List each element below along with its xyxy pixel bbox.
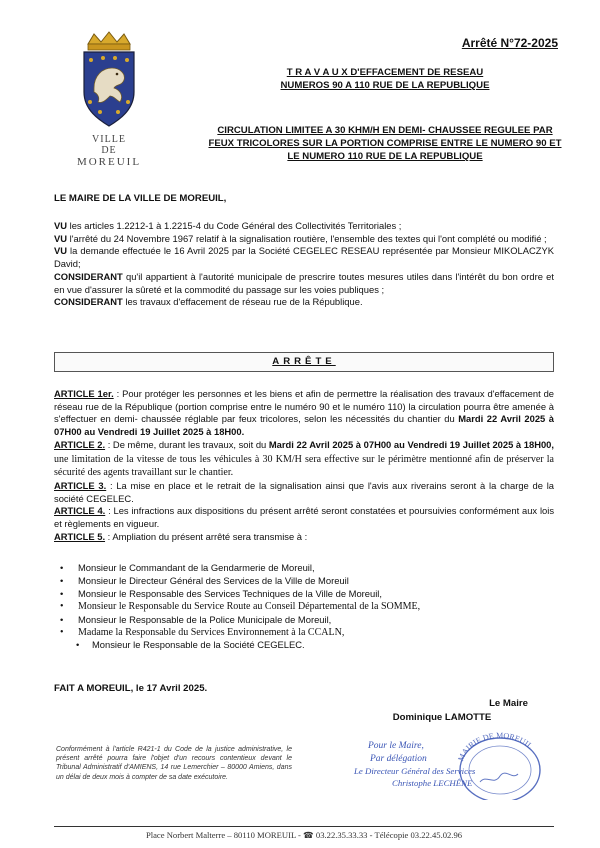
town-crest: [64, 30, 154, 170]
stamp-line-4: Christophe LECHÊNE: [392, 778, 473, 788]
coat-of-arms-icon: [74, 30, 144, 130]
considerant-label: VU: [54, 245, 68, 257]
subject-title-line-2: FEUX TRICOLORES SUR LA PORTION COMPRISE ENTRE LE NUMERO 90 ET: [208, 138, 562, 149]
list-item: [58, 639, 558, 652]
fait-date: FAIT A MOREUIL, le 17 Avril 2025.: [54, 683, 208, 694]
footer-divider: [54, 826, 554, 827]
article-5-text: : Ampliation du présent arrêté sera transmise à :: [105, 530, 308, 542]
considerant-text: la demande effectuée le 16 Avril 2025 par la Société CEGELEC RESEAU représentée par Monsieur MIKOLACZYK David;: [54, 245, 554, 270]
article-1-label: ARTICLE 1er.: [54, 388, 114, 399]
considerant-text: les travaux d'effacement de réseau rue de la République.: [122, 296, 363, 308]
arrete-banner: ARRÊTE: [54, 352, 554, 372]
stamp-line-1: Pour le Maire,: [368, 741, 424, 751]
article-3-text: : La mise en place et le retrait de la signalisation ainsi que l'avis aux riverains seront à la charge de la société CEGELEC.: [54, 479, 554, 504]
article-5-label: ARTICLE 5.: [54, 530, 106, 542]
considerant-paragraph: [54, 245, 554, 270]
bullet-icon: •: [60, 626, 64, 638]
recipient-text: Madame la Responsable du Services Environnement à la CCALN,: [78, 626, 345, 638]
signature-block: [356, 697, 528, 725]
signature-name: Dominique LAMOTTE: [392, 712, 492, 723]
article-2: [54, 439, 554, 480]
considerant-paragraph: [54, 220, 554, 233]
article-2-text-a: : De même, durant les travaux, soit du: [105, 438, 269, 450]
bullet-icon: •: [60, 587, 64, 599]
list-item: [58, 588, 558, 601]
considerant-label: VU: [54, 220, 68, 231]
crest-text-moreuil: MOREUIL: [76, 156, 142, 168]
article-2-dates: Mardi 22 Avril 2025 à 07H00 au Vendredi 19 Juillet 2025 à 18H00,: [268, 438, 554, 450]
articles-block: [54, 388, 554, 543]
considerants-block: [54, 220, 554, 309]
footer-address: Place Norbert Malterre – 80110 MOREUIL - ☎ 03.22.35.33.33 - Télécopie 03.22.45.02.96: [145, 830, 463, 840]
article-2-text-b: une limitation de la vitesse de tous les véhicules à 30 KM/H sera effective sur le périmètre mentionné afin de préserver la sécurité des agents travaillant sur le chantier.: [54, 453, 554, 479]
stamp-line-2: Par délégation: [370, 754, 427, 764]
recipient-text: Monsieur le Directeur Général des Services de la Ville de Moreuil: [78, 574, 349, 586]
considerant-text: les articles 1.2212-1 à 1.2215-4 du Code Général des Collectivités Territoriales ;: [67, 220, 402, 231]
bullet-icon: •: [60, 562, 64, 573]
list-item: [58, 575, 558, 588]
considerant-paragraph: [54, 296, 554, 309]
recipient-text: Monsieur le Responsable du Service Route au Conseil Départemental de la SOMME,: [78, 600, 421, 612]
subject-title-line-1: CIRCULATION LIMITEE A 30 KHM/H EN DEMI- CHAUSSEE REGULEE PAR: [217, 125, 553, 136]
considerant-text: qu'il appartient à l'autorité municipale de prescrire toutes mesures utiles dans l'intérêt du bon ordre et en vue d'assurer la sûreté et la commodité du passage sur les voies publiques ;: [54, 270, 554, 295]
subject-title-line-3: LE NUMERO 110 RUE DE LA REPUBLIQUE: [287, 151, 483, 162]
article-2-label: ARTICLE 2.: [54, 438, 106, 450]
main-title-line-1: T R A V A U X D'EFFACEMENT DE RESEAU: [286, 67, 484, 78]
recipient-text: Monsieur le Commandant de la Gendarmerie de Moreuil,: [78, 562, 315, 573]
recipient-text: Monsieur le Responsable des Services Techniques de la Ville de Moreuil,: [78, 587, 382, 599]
recipient-text: Monsieur le Responsable de la Police Municipale de Moreuil,: [78, 613, 332, 625]
list-item: [58, 601, 558, 614]
recipient-text: Monsieur le Responsable de la Société CEGELEC.: [92, 639, 305, 651]
crest-text-de: DE: [101, 145, 117, 156]
article-4-text: : Les infractions aux dispositions du présent arrêté seront constatées et poursuivies conformément aux lois et règlements en vigueur.: [54, 505, 555, 530]
recipients-list: [58, 562, 558, 652]
considerant-paragraph: [54, 233, 554, 246]
bullet-icon: •: [60, 574, 64, 586]
article-3-label: ARTICLE 3.: [54, 479, 107, 491]
stamp-ring-text: MAIRIE DE MOREUIL: [456, 730, 535, 763]
svg-text:MAIRIE DE MOREUIL: [456, 731, 534, 762]
subject-title: [195, 124, 575, 163]
signature-title: Le Maire: [489, 698, 528, 709]
article-1: [54, 388, 554, 439]
crest-text-ville: VILLE: [92, 134, 126, 145]
arrete-number: Arrêté N°72-2025: [461, 36, 558, 50]
article-4: [54, 505, 554, 530]
considerant-text: l'arrêté du 24 Novembre 1967 relatif à la signalisation routière, l'ensemble des textes qui l'ont complété ou modifié ;: [67, 232, 547, 244]
bullet-icon: •: [60, 613, 64, 625]
stamp-line-3: Le Directeur Général des Services: [354, 766, 476, 776]
considerant-paragraph: [54, 271, 554, 296]
list-item: [58, 627, 558, 640]
article-5: [54, 531, 554, 544]
legal-notice: Conformément à l'article R421-1 du Code de la justice administrative, le présent arrêté pourra faire l'objet d'un recours contentieux devant le Tribunal Administratif d'AMIENS, 14 rue Lemerchier – 80000 Amiens, dans un délai de deux mois à compter de sa date exécutoire.: [56, 746, 292, 781]
list-item: [58, 562, 558, 575]
considerant-label: CONSIDERANT: [54, 296, 123, 308]
mayor-heading: LE MAIRE DE LA VILLE DE MOREUIL,: [54, 193, 227, 204]
list-item: [58, 614, 558, 627]
article-4-label: ARTICLE 4.: [54, 505, 106, 517]
article-1-text: : Pour protéger les personnes et les biens et afin de permettre la réalisation des travaux d'effacement de réseau rue de la République (portion comprise entre le numéro 90 et le numéro 110) la circulation pourra être amenée à s'effectuer en demi- chaussée réglable par feux tricolores, selon les nécessités du chantier du: [54, 388, 555, 425]
article-1-dates: Mardi 22 Avril 2025 à 07H00 au Vendredi 19 Juillet 2025 à 18H00.: [54, 413, 554, 438]
official-stamp: [354, 730, 550, 800]
considerant-label: CONSIDERANT: [54, 270, 123, 282]
bullet-icon: •: [60, 600, 64, 612]
main-title: [220, 66, 550, 92]
bullet-icon: •: [76, 639, 80, 651]
main-title-line-2: NUMEROS 90 A 110 RUE DE LA REPUBLIQUE: [280, 80, 490, 91]
article-3: [54, 480, 554, 505]
considerant-label: VU: [54, 232, 68, 244]
